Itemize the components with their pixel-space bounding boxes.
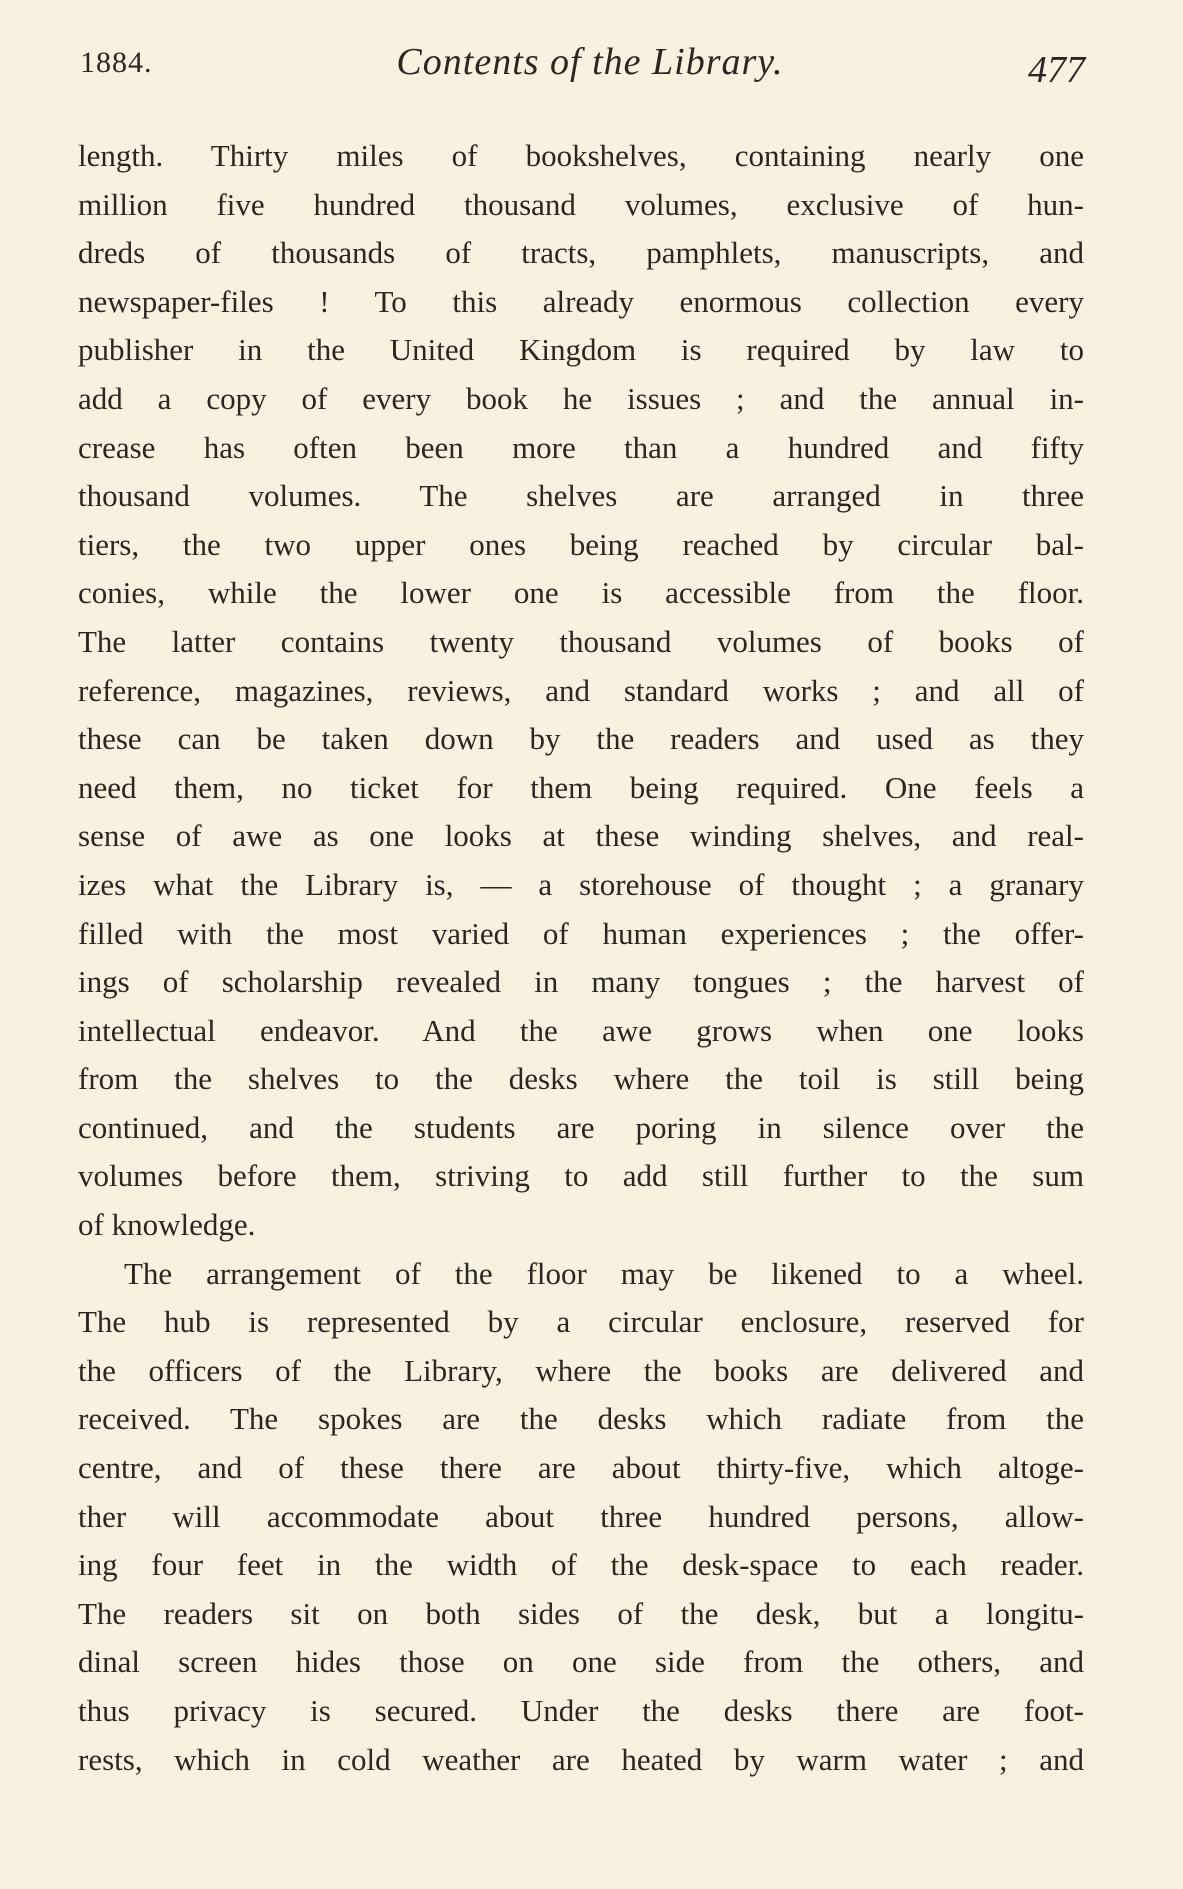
- text-line: The arrangement of the floor may be likened to a wheel.: [124, 1255, 1084, 1291]
- text-line: dinal screen hides those on one side from the others, and: [78, 1644, 1084, 1680]
- text-line: conies, while the lower one is accessible from the floor.: [78, 575, 1084, 611]
- text-line: dreds of thousands of tracts, pamphlets, manuscripts, and: [78, 235, 1084, 271]
- text-line: these can be taken down by the readers and used as they: [78, 721, 1084, 757]
- text-line: rests, which in cold weather are heated by warm water ; and: [78, 1741, 1084, 1777]
- text-line: ther will accommodate about three hundred persons, allow-: [78, 1498, 1084, 1534]
- text-line: ing four feet in the width of the desk-space to each reader.: [78, 1547, 1084, 1583]
- text-line: sense of awe as one looks at these winding shelves, and real-: [78, 818, 1084, 854]
- text-line: newspaper-files ! To this already enormous collection every: [78, 283, 1084, 319]
- text-line: thus privacy is secured. Under the desks there are foot-: [78, 1693, 1084, 1728]
- text-line: The readers sit on both sides of the desk, but a longitu-: [78, 1595, 1084, 1631]
- text-line: The latter contains twenty thousand volumes of books of: [78, 623, 1084, 659]
- body-text: [78, 132, 1084, 1784]
- text-line: add a copy of every book he issues ; and the annual in-: [78, 380, 1084, 416]
- text-line: ings of scholarship revealed in many tongues ; the harvest of: [78, 964, 1084, 1000]
- text-line: need them, no ticket for them being required. One feels a: [78, 769, 1084, 805]
- text-line: thousand volumes. The shelves are arranged in three: [78, 478, 1084, 514]
- text-line: the officers of the Library, where the books are delivered and: [78, 1352, 1084, 1388]
- text-line: filled with the most varied of human experiences ; the offer-: [78, 915, 1084, 951]
- text-line: from the shelves to the desks where the toil is still being: [78, 1061, 1084, 1097]
- text-line: continued, and the students are poring in silence over the: [78, 1109, 1084, 1145]
- text-line: intellectual endeavor. And the awe grows when one looks: [78, 1012, 1084, 1048]
- running-head: [80, 40, 1085, 100]
- text-line: tiers, the two upper ones being reached by circular bal-: [78, 526, 1084, 562]
- text-line: izes what the Library is, — a storehouse of thought ; a granary: [78, 866, 1084, 902]
- page-number: 477: [1028, 49, 1085, 91]
- running-head-year: 1884.: [80, 46, 153, 79]
- text-line: The hub is represented by a circular enclosure, reserved for: [78, 1304, 1084, 1340]
- text-line: received. The spokes are the desks which radiate from the: [78, 1401, 1084, 1437]
- text-line: of knowledge.: [78, 1207, 256, 1243]
- text-line: crease has often been more than a hundred and fifty: [78, 429, 1084, 465]
- text-line: volumes before them, striving to add still further to the sum: [78, 1158, 1084, 1194]
- text-line: publisher in the United Kingdom is required by law to: [78, 332, 1084, 368]
- running-head-title: Contents of the Library.: [396, 41, 784, 83]
- text-line: centre, and of these there are about thirty-five, which altoge-: [78, 1450, 1084, 1486]
- text-line: reference, magazines, reviews, and standard works ; and all of: [78, 672, 1084, 708]
- text-line: length. Thirty miles of bookshelves, containing nearly one: [78, 138, 1084, 173]
- text-line: million five hundred thousand volumes, exclusive of hun-: [78, 186, 1084, 222]
